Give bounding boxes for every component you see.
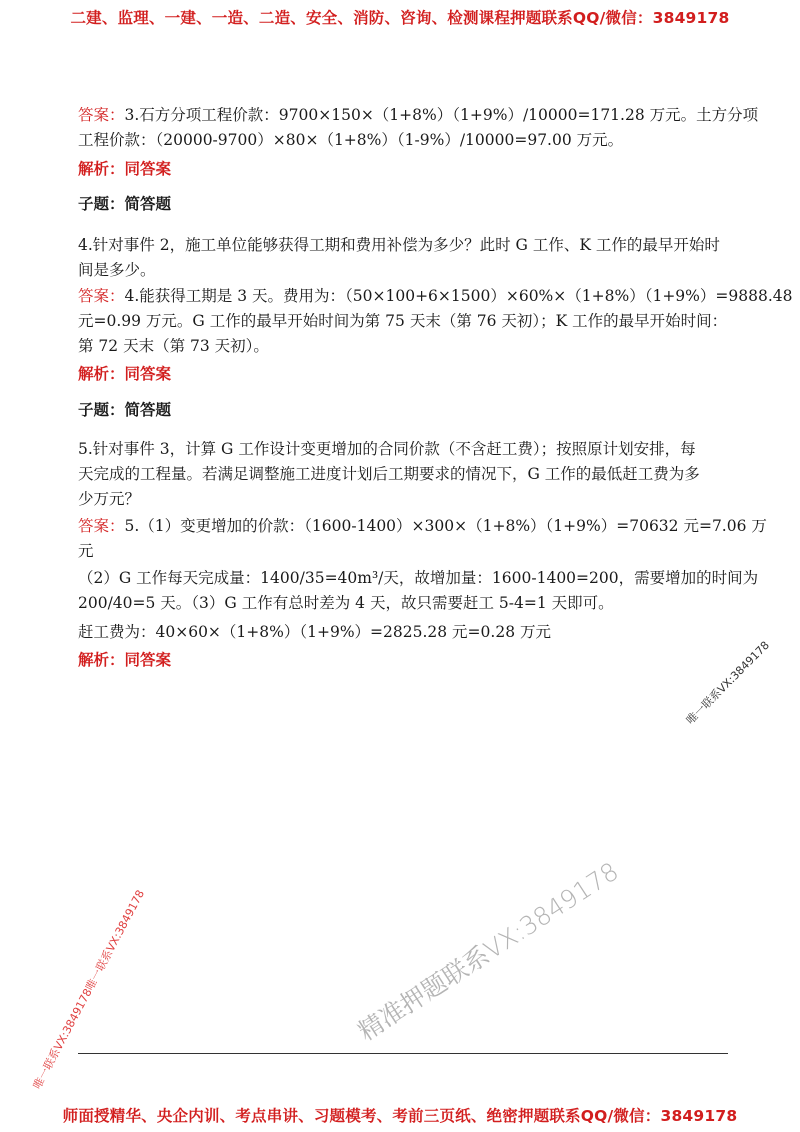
q5-answer-line-2: 元 <box>78 542 94 560</box>
q3-analysis: 解析：同答案 <box>78 160 172 178</box>
watermark-left: 唯一联系VX:3849178唯一联系VX:3849178 <box>30 887 148 1092</box>
q3-answer-line-2: 工程价款：（20000-9700）×80×（1+8%）（1-9%）/10000=97.00 万元。 <box>78 131 624 149</box>
answer-label: 答案： <box>78 517 125 535</box>
answer-label: 答案： <box>78 287 125 305</box>
page-footer-banner: 师面授精华、央企内训、考点串讲、习题模考、考前三页纸、绝密押题联系QQ/微信：3849178 <box>62 1107 738 1125</box>
watermark-center: 精准押题联系VX:3849178 <box>352 856 624 1047</box>
q3-answer <box>78 103 759 153</box>
answer-label: 答案： <box>78 106 125 124</box>
q5-body-line-3: 赶工费为：40×60×（1+8%）（1+9%）=2825.28 元=0.28 万元 <box>78 623 551 641</box>
q5-question-line-1: 5.针对事件 3，计算 G 工作设计变更增加的合同价款（不含赶工费）；按照原计划安排，每 <box>78 440 696 458</box>
q5-body-line-1: （2）G 工作每天完成量：1400/35=40m³/天，故增加量：1600-1400=200，需要增加的时间为 <box>78 569 759 587</box>
q3-answer-line-1: 3.石方分项工程价款：9700×150×（1+8%）（1+9%）/10000=171.28 万元。土方分项 <box>124 106 759 124</box>
q4-question-line-2: 间是多少。 <box>78 261 156 279</box>
q4-subtitle: 子题：简答题 <box>78 195 172 213</box>
q5-question-line-3: 少万元？ <box>78 490 141 508</box>
q4-answer-line-2: 元=0.99 万元。G 工作的最早开始时间为第 75 天末（第 76 天初）；K 工作的最早开始时间： <box>78 312 728 330</box>
footer-divider <box>78 1053 728 1054</box>
q5-question <box>78 437 728 512</box>
q4-answer-line-3: 第 72 天末（第 73 天初）。 <box>78 337 269 355</box>
q5-subtitle: 子题：简答题 <box>78 401 172 419</box>
q4-analysis: 解析：同答案 <box>78 365 172 383</box>
q5-answer-body <box>78 566 759 645</box>
q4-question-line-1: 4.针对事件 2，施工单位能够获得工期和费用补偿为多少？此时 G 工作、K 工作的最早开始时 <box>78 236 720 254</box>
q5-answer <box>78 514 767 564</box>
q5-answer-line-1: 5.（1）变更增加的价款：（1600-1400）×300×（1+8%）（1+9%）=70632 元=7.06 万 <box>124 517 767 535</box>
q4-question <box>78 233 728 283</box>
q4-answer <box>78 284 793 359</box>
watermark-right: 唯一联系VX:3849178 <box>683 638 772 727</box>
page-header-banner: 二建、监理、一建、一造、二造、安全、消防、咨询、检测课程押题联系QQ/微信：3849178 <box>70 9 730 27</box>
q5-analysis: 解析：同答案 <box>78 651 172 669</box>
q5-body-line-2: 200/40=5 天。（3）G 工作有总时差为 4 天，故只需要赶工 5-4=1 天即可。 <box>78 594 614 612</box>
q5-question-line-2: 天完成的工程量。若满足调整施工进度计划后工期要求的情况下，G 工作的最低赶工费为多 <box>78 465 700 483</box>
q4-answer-line-1: 4.能获得工期是 3 天。费用为：（50×100+6×1500）×60%×（1+8%）（1+9%）=9888.48 <box>124 287 793 305</box>
